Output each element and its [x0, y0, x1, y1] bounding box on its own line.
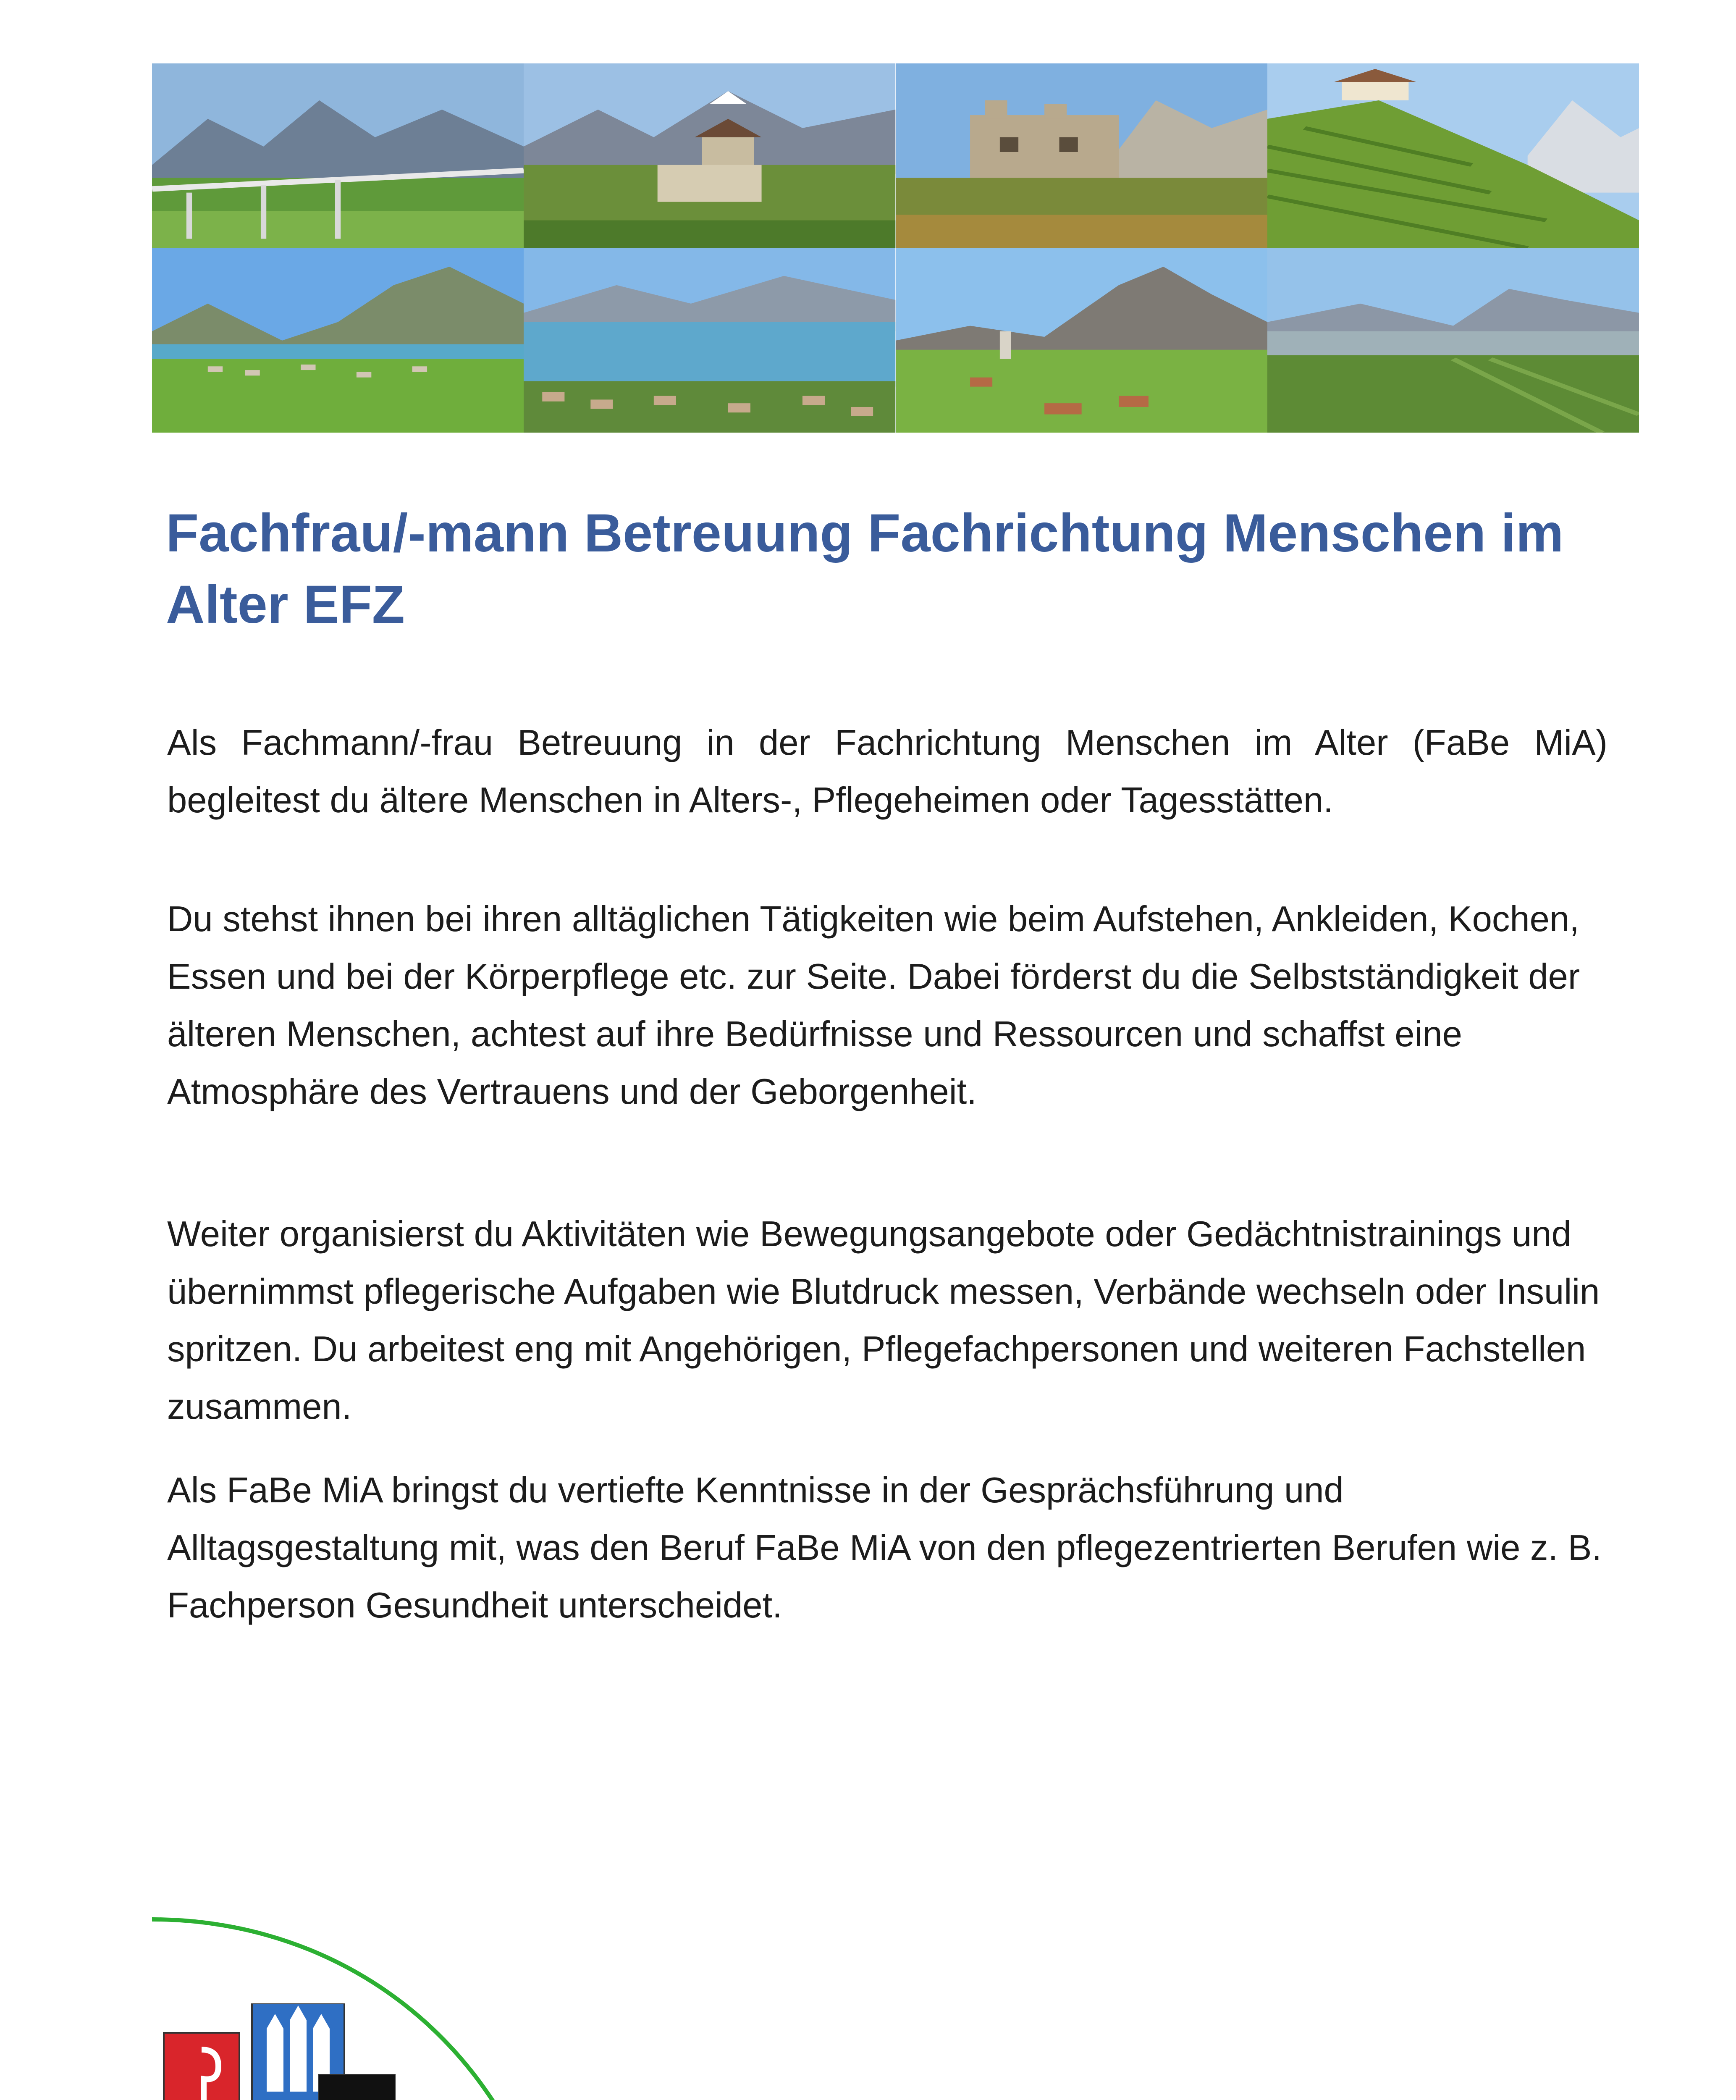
photo-rhine-valley: [1267, 248, 1639, 433]
photo-castle-valley: [524, 63, 895, 248]
municipal-crests-logo: [160, 2003, 504, 2100]
paragraph-intro: Als Fachmann/-frau Betreuung in der Fachrichtung Menschen im Alter (FaBe MiA) begleitest du ältere Menschen in Alters-, Pflegeheimen oder Tagesstätten.: [167, 723, 1608, 820]
paragraph-distinction: Als FaBe MiA bringst du vertiefte Kenntnisse in der Gesprächsführung und Alltagsgestaltung mit, was den Beruf FaBe MiA von den pflegezentrierten Berufen wie z. B. Fachperson Gesundheit unterscheidet.: [167, 1470, 1602, 1625]
paragraph-activities: Weiter organisierst du Aktivitäten wie Bewegungsangebote oder Gedächtnistrainings und übernimmst pflegerische Aufgaben wie Blutdruck messen, Verbände wechseln oder Insulin spritzen. Du arbeitest eng mit Angehörigen, Pflegefachpersonen und weiteren Fachstellen zusammen.: [167, 1214, 1600, 1427]
page-title: Fachfrau/-mann Betreuung Fachrichtung Menschen im Alter EFZ: [166, 503, 1564, 635]
photo-castle-ruin: [896, 63, 1267, 248]
bishop-staff-crest: [164, 2033, 239, 2100]
swan-crest: [319, 2075, 395, 2100]
photo-vineyard-terraces: [1267, 63, 1639, 248]
photo-viaduct-mountains: [152, 63, 524, 248]
photo-lake-town: [524, 248, 895, 433]
photo-village-peaks: [896, 248, 1267, 433]
header-photo-collage: [152, 63, 1639, 433]
photo-lake-village: [152, 248, 524, 433]
paragraph-daily-support: Du stehst ihnen bei ihren alltäglichen Tätigkeiten wie beim Aufstehen, Ankleiden, Kochen, Essen und bei der Körperpflege etc. zur Seite. Dabei förderst du die Selbstständigkeit der älteren Menschen, achtest auf ihre Bedürfnisse und Ressourcen und schaffst eine Atmosphäre des Vertrauens und der Geborgenheit.: [167, 899, 1580, 1112]
